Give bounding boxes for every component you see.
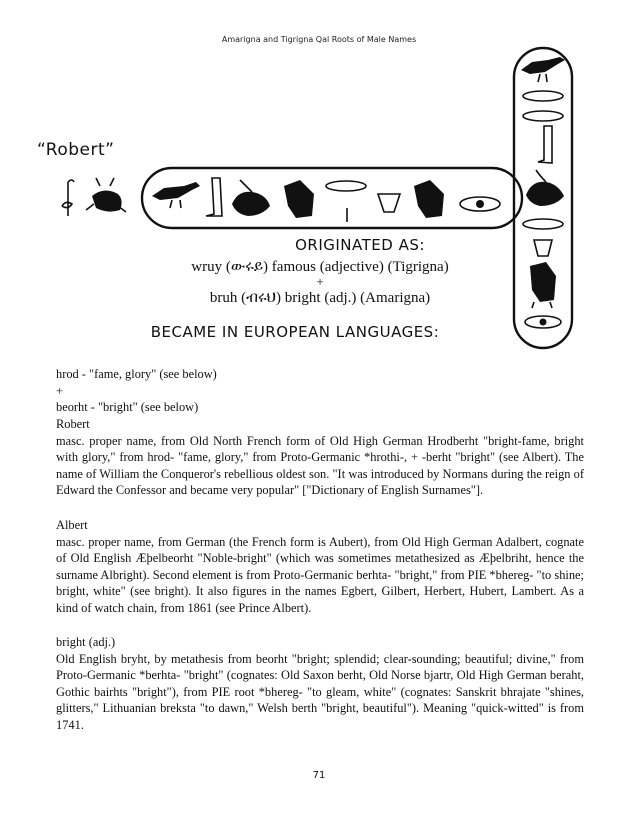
eye-glyph-h xyxy=(460,197,500,211)
duck-glyph xyxy=(526,170,564,206)
entry-text: Old English bryht, by metathesis from beorht "bright; splendid; clear-sounding; beautiful; divine," from Proto-Germanic *berhta- "bright" (cognates: Old Saxon berht, Old Norse bjartr, Old High German beraht, Gothic bairhts "bright"), from PIE root *bhereg- "to gleam, white" (cognates: Sanskrit bhrajate "shines, glitters," Lithuanian breksta "to dawn," Welsh berth "bright, beautiful"). Meaning "quick-witted" is from 1741. xyxy=(56,651,584,732)
horizontal-cartouche xyxy=(142,168,522,228)
originated-heading: ORIGINATED AS: xyxy=(295,236,425,254)
component-beorht: beorht - "bright" (see below) xyxy=(56,400,199,414)
leg-glyph-h xyxy=(206,178,222,216)
vulture-glyph-h xyxy=(284,180,314,218)
leg-glyph xyxy=(538,126,552,163)
mouth-glyph xyxy=(523,91,563,121)
name-title: “Robert” xyxy=(37,140,115,160)
basket-glyph-h xyxy=(378,194,400,212)
etymology-line-2: bruh (ብሩህ) bright (adj.) (Amarigna) xyxy=(209,290,431,306)
reed-and-bee-glyphs xyxy=(62,178,126,216)
entry-robert xyxy=(56,416,584,499)
entry-albert xyxy=(56,517,584,616)
component-hrod: hrod - "fame, glory" (see below) xyxy=(56,367,217,381)
mouth-glyph-h xyxy=(326,181,366,222)
became-heading: BECAME IN EUROPEAN LANGUAGES: xyxy=(150,323,440,341)
component-plus: + xyxy=(56,383,63,398)
basket-glyph xyxy=(534,240,552,256)
vulture-glyph-h2 xyxy=(414,180,444,218)
etymology-line-1: wruy (ውሩይ) famous (adjective) (Tigrigna) xyxy=(191,259,449,275)
components-block xyxy=(56,366,584,416)
entry-headword: bright (adj.) xyxy=(56,635,116,649)
etymology-plus: + xyxy=(316,274,324,289)
entry-headword: Robert xyxy=(56,417,90,431)
duck-glyph-h xyxy=(232,180,270,216)
entry-headword: Albert xyxy=(56,518,88,532)
eye-glyph xyxy=(525,316,561,328)
entry-bright xyxy=(56,634,584,733)
running-head: Amarigna and Tigrigna Qal Roots of Male Names xyxy=(221,35,417,44)
entry-text: masc. proper name, from Old North French form of Old High German Hrodberht "bright-fame, bright with glory," from hrod- "fame, glory," from Proto-Germanic *hrothi-, + -berht "bright" (see Albert). The name of William the Conqueror's rebellious oldest son. "It was introduced by Normans during the reign of Edward the Confessor and became very popular" ["Dictionary of English Surnames"]. xyxy=(56,433,584,497)
bird-glyph-h xyxy=(152,182,200,208)
bird-glyph xyxy=(521,57,565,82)
entry-text: masc. proper name, from German (the French form is Aubert), from Old High German Adalbert, cognate of Old English Æþelbeorht "Noble-bright" (which was sometimes metathesized as Æþelbriht, hence the surname Albright). Second element is from Proto-Germanic berhta- "bright," from PIE *bhereg- "to shine; bright, white" (see bright). It also figures in the names Egbert, Gilbert, Herbert, Hubert, Lambert. As a kind of watch chain, from 1861 (see Prince Albert). xyxy=(56,534,584,615)
page-number: 71 xyxy=(312,770,326,781)
vulture-glyph xyxy=(530,262,556,308)
mouth-glyph-2 xyxy=(523,219,563,229)
